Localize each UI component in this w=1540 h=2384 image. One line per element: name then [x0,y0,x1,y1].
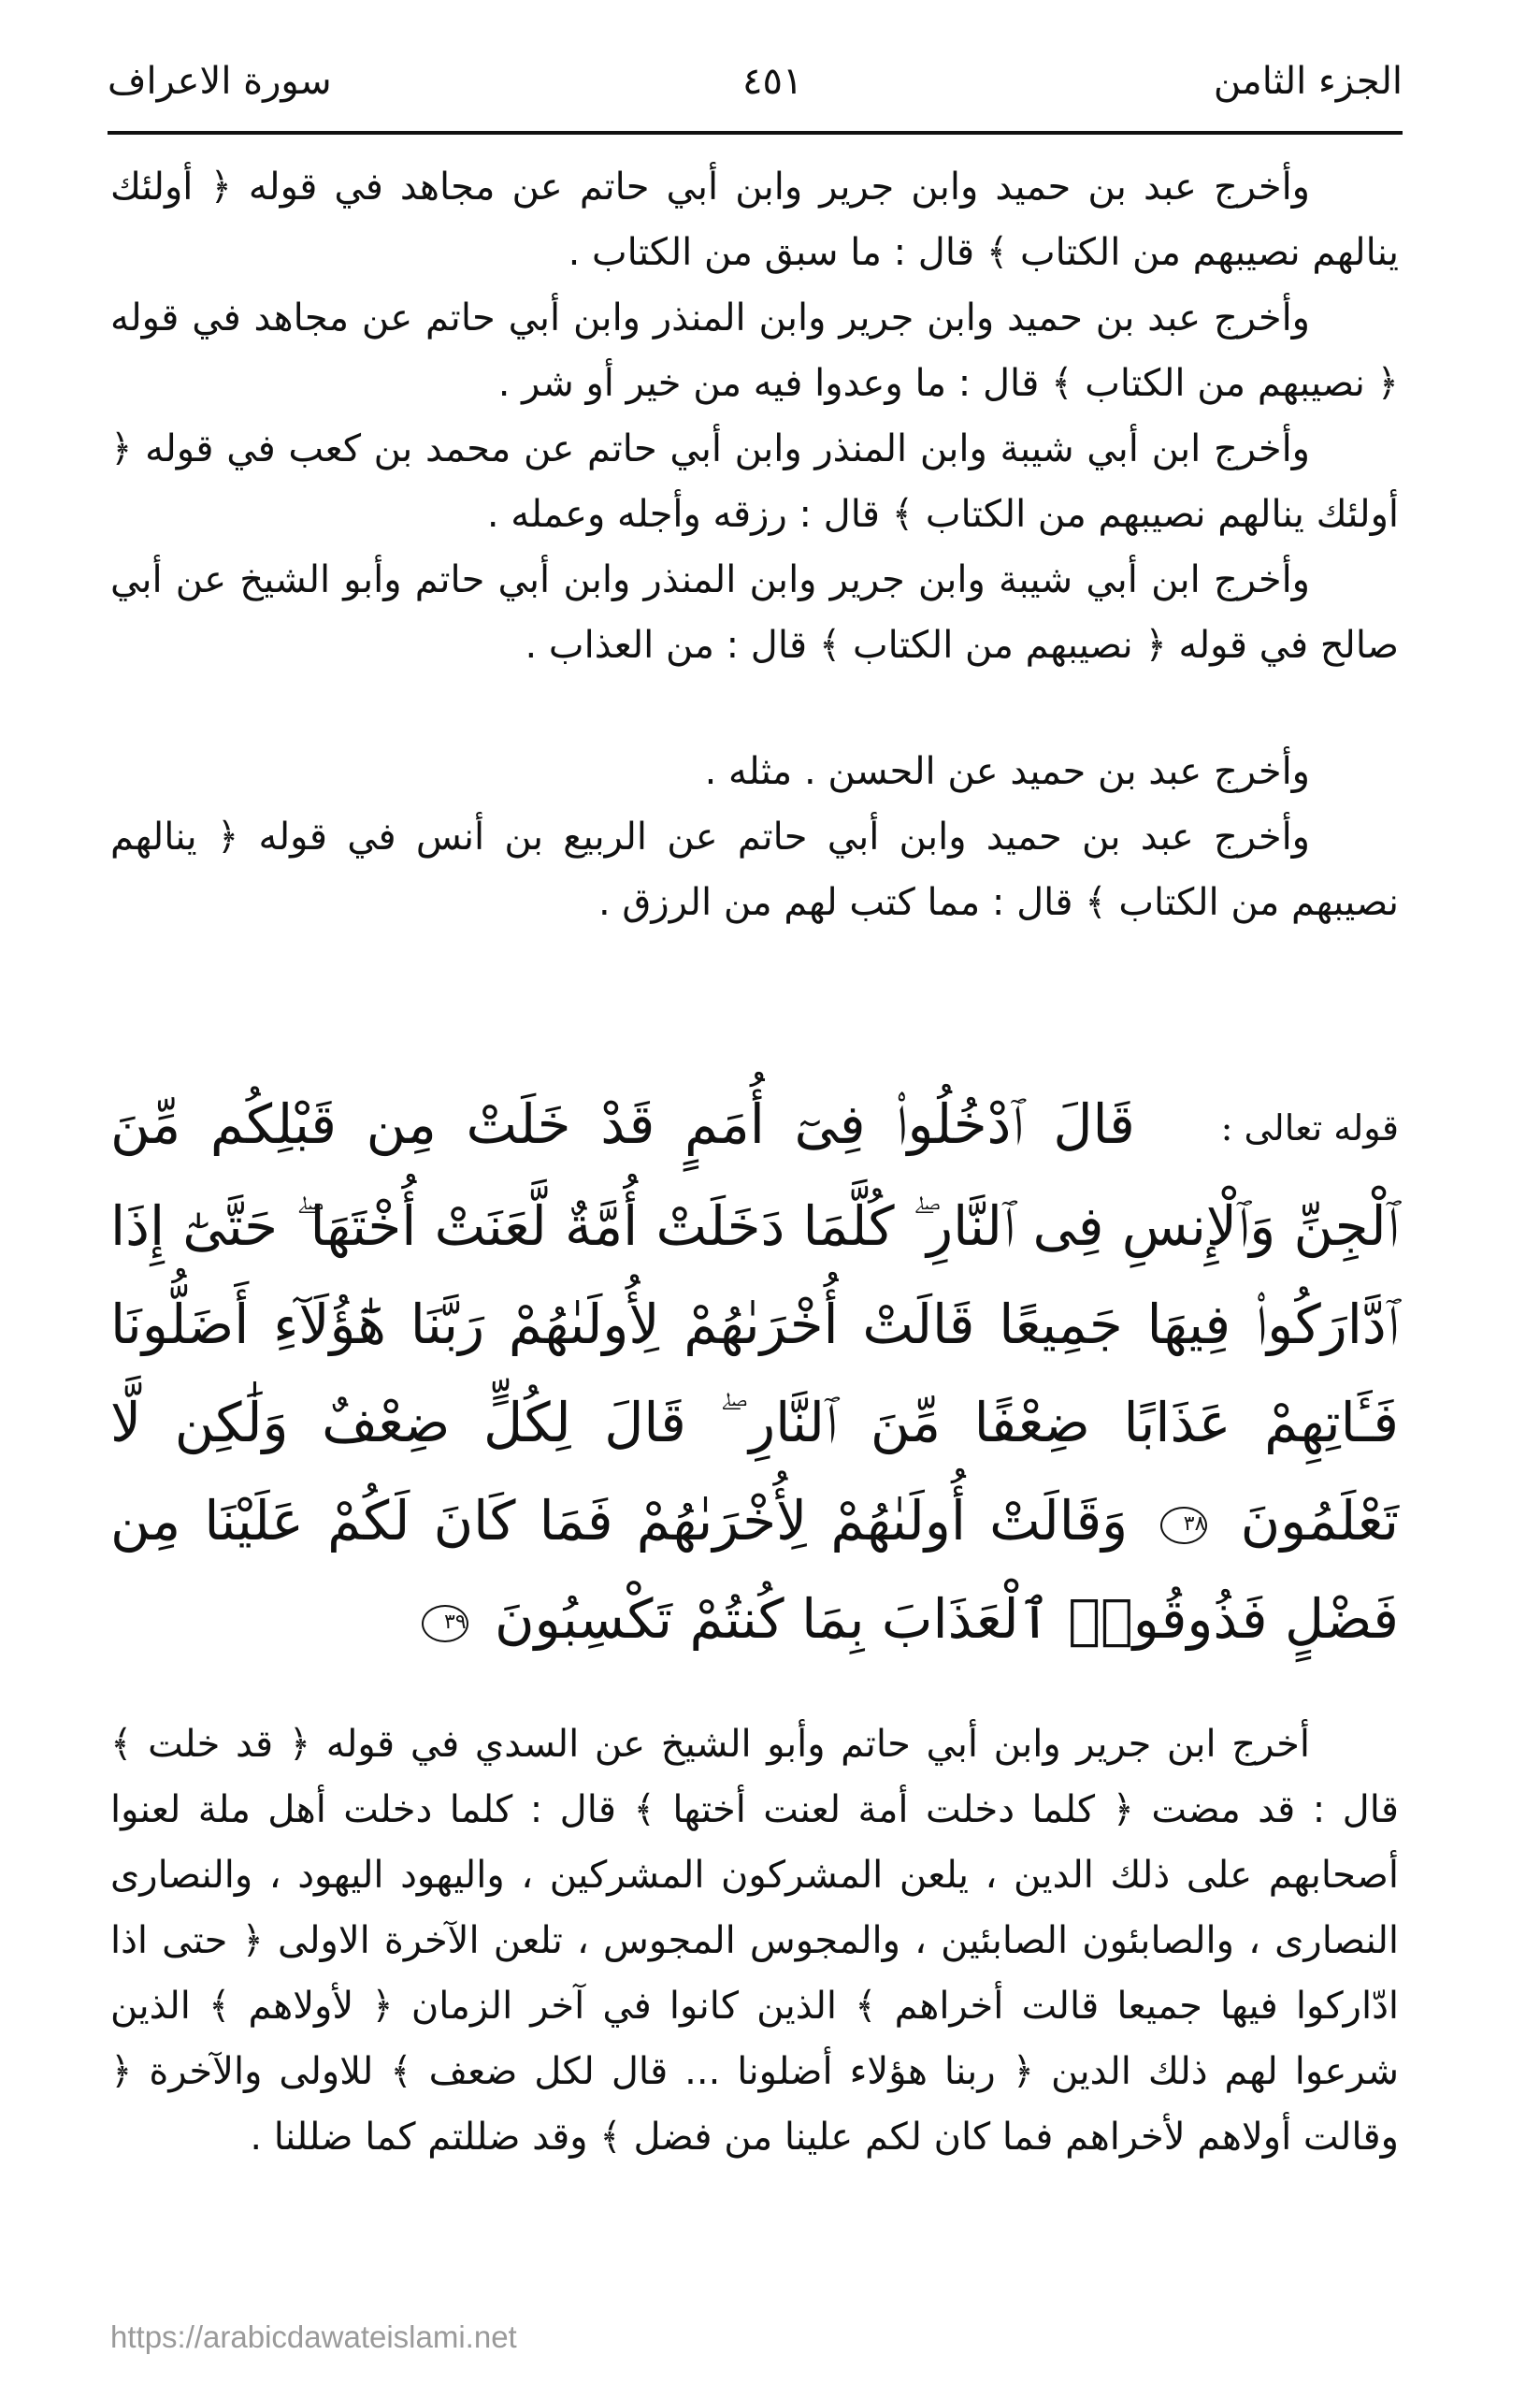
narration-paragraph: وأخرج عبد بن حميد وابن جرير وابن أبي حاتم عن مجاهد في قوله ﴿ أولئك ينالهم نصيبهم من الكتاب ﴾ قال : ما سبق من الكتاب . [110,166,1399,274]
part-label: الجزء الثامن [1213,60,1403,103]
site-watermark: https://arabicdawateislami.net [110,2319,517,2354]
ayah-number-marker: ٣٩ [422,1605,468,1642]
verse-38-text: قَالَ ٱدْخُلُوا۟ فِىٓ أُمَمٍ قَدْ خَلَتْ مِن قَبْلِكُم مِّنَ ٱلْجِنِّ وَٱلْإِنسِ فِى ٱلنَّارِ ۖ كُلَّمَا دَخَلَتْ أُمَّةٌ لَّعَنَتْ أُخْتَهَا ۖ حَتَّىٰٓ إِذَا ٱدَّارَكُوا۟ فِيهَا جَمِيعًا قَالَتْ أُخْرَىٰهُمْ لِأُولَىٰهُمْ رَبَّنَا هَٰٓؤُلَآءِ أَضَلُّونَا فَـَٔاتِهِمْ عَذَابًا ضِعْفًا مِّنَ ٱلنَّارِ ۖ قَالَ لِكُلٍّ ضِعْفٌ وَلَٰكِن لَّا تَعْلَمُونَ [110,1092,1399,1553]
quran-verses-block [110,1076,1399,1669]
header-divider [108,131,1403,135]
quran-verses [110,1076,1399,1669]
page-number: ٤٥١ [742,60,803,103]
running-header [108,49,1403,114]
commentary-paragraph: أخرج ابن جرير وابن أبي حاتم وأبو الشيخ عن السدي في قوله ﴿ قد خلت ﴾ قال : قد مضت ﴿ كلما دخلت أمة لعنت أختها ﴾ قال : كلما دخلت أهل ملة لعنوا أصحابهم على ذلك الدين ، يلعن المشركون المشركين ، واليهود اليهود ، والنصارى النصارى ، والصابئون الصابئين ، والمجوس المجوس ، تلعن الآخرة الاولى ﴿ حتى اذا ادّاركوا فيها جميعا قالت أخراهم ﴾ الذين كانوا في آخر الزمان ﴿ لأولاهم ﴾ الذين شرعوا لهم ذلك الدين ﴿ ربنا هؤلاء أضلونا ... قال لكل ضعف ﴾ للاولى والآخرة ﴿ وقالت أولاهم لأخراهم فما كان لكم علينا من فضل ﴾ وقد ضللتم كما ضللنا . [110,1723,1399,2159]
verse-39-text: وَقَالَتْ أُولَىٰهُمْ لِأُخْرَىٰهُمْ فَمَا كَانَ لَكُمْ عَلَيْنَا مِن فَضْلٍ فَذُوقُوا۟ ٱلْعَذَابَ بِمَا كُنتُمْ تَكْسِبُونَ [110,1489,1399,1652]
narration-paragraph: وأخرج عبد بن حميد وابن أبي حاتم عن الربيع بن أنس في قوله ﴿ ينالهم نصيبهم من الكتاب ﴾ قال : مما كتب لهم من الرزق . [110,816,1399,924]
narration-paragraph: وأخرج ابن أبي شيبة وابن جرير وابن المنذر وابن أبي حاتم وأبو الشيخ عن أبي صالح في قوله ﴿ نصيبهم من الكتاب ﴾ قال : من العذاب . [110,558,1399,667]
verse-intro: قوله تعالى : [1220,1107,1400,1149]
ayah-number-marker: ٣٨ [1160,1507,1207,1544]
narration-paragraph: وأخرج ابن أبي شيبة وابن المنذر وابن أبي حاتم عن محمد بن كعب في قوله ﴿ أولئك ينالهم نصيبهم من الكتاب ﴾ قال : رزقه وأجله وعمله . [110,427,1399,536]
narration-paragraph: وأخرج عبد بن حميد وابن جرير وابن المنذر وابن أبي حاتم عن مجاهد في قوله ﴿ نصيبهم من الكتاب ﴾ قال : ما وعدوا فيه من خير أو شر . [110,296,1399,405]
narration-paragraph: وأخرج عبد بن حميد عن الحسن . مثله . [704,750,1310,793]
surah-label: سورة الاعراف [108,60,332,103]
